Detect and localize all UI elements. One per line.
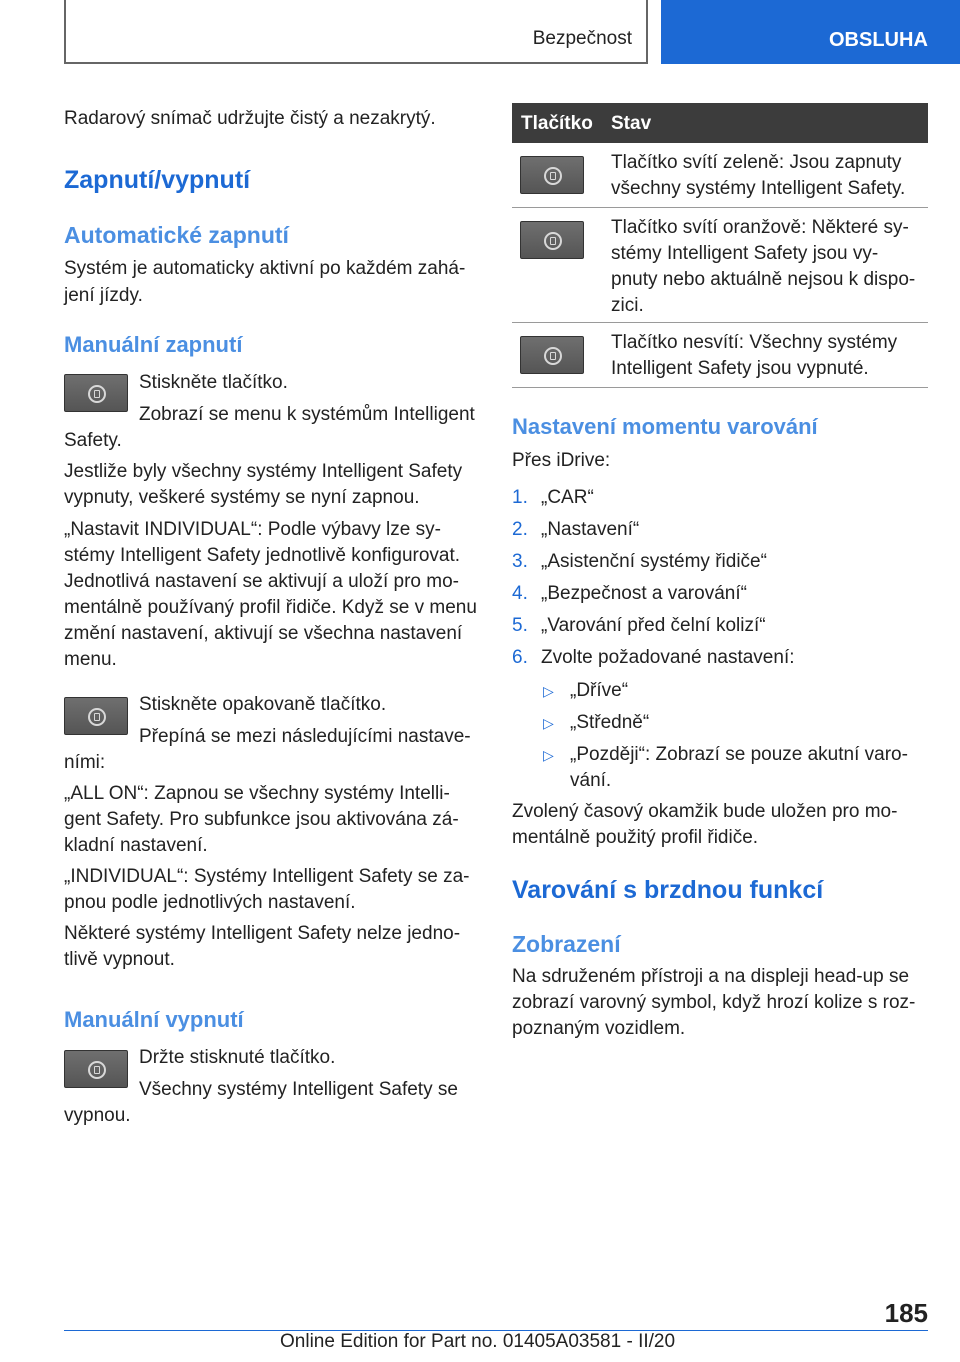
list-number: 4.: [512, 583, 528, 604]
table-header: [512, 103, 928, 143]
table-row: [512, 323, 928, 388]
header-section-box: [64, 0, 648, 64]
manual-on-text-2: Zobrazí se menu k systémům Intelligent: [139, 404, 475, 425]
selected-text-2: mentálně použitý profil řidiče.: [512, 827, 759, 848]
list-number: 3.: [512, 551, 528, 572]
heading-warning-timing: Nastavení momentu varování: [512, 414, 818, 439]
selected-text-1: Zvolený časový okamžik bude uložen pro mo-: [512, 801, 898, 822]
triangle-bullet-icon: ▷: [543, 683, 554, 699]
repeat-text-4: „ALL ON“: Zapnou se všechny systémy Intelli-: [64, 783, 450, 804]
repeat-text-9: Některé systémy Intelligent Safety nelze jedno-: [64, 923, 461, 944]
row2-line3: pnuty nebo aktuálně nejsou k dispo-: [611, 269, 916, 290]
intelligent-safety-button-icon: [520, 156, 584, 194]
intelligent-safety-button-icon: [64, 697, 128, 735]
manual-on-text-9: mentálně používaný profil řidiče. Když se v menu: [64, 597, 477, 618]
option-later-2: vání.: [570, 770, 612, 791]
manual-on-text-8: Jednotlivá nastavení se aktivují a uloží pro mo-: [64, 571, 459, 592]
row2-line2: stémy Intelligent Safety jsou vy-: [611, 243, 879, 264]
repeat-text-1: Stiskněte opakovaně tlačítko.: [139, 694, 387, 715]
row3-line2: Intelligent Safety jsou vypnuté.: [611, 358, 869, 379]
display-text-2: zobrazí varovný symbol, když hrozí kolize s roz-: [512, 992, 916, 1013]
list-text: „Asistenční systémy řidiče“: [541, 551, 767, 572]
manual-off-text-1: Držte stisknuté tlačítko.: [139, 1047, 336, 1068]
manual-on-text-5: vypnuty, veškeré systémy se nyní zapnou.: [64, 487, 420, 508]
repeat-text-2: Přepíná se mezi následujícími nastave-: [139, 726, 471, 747]
repeat-text-6: kladní nastavení.: [64, 835, 208, 856]
heading-display: Zobrazení: [512, 931, 621, 957]
page-number: 185: [884, 1298, 928, 1328]
list-number: 1.: [512, 487, 528, 508]
intro-text: Radarový snímač udržujte čistý a nezakrytý.: [64, 108, 436, 129]
manual-on-text-6: „Nastavit INDIVIDUAL“: Podle výbavy lze sy-: [64, 519, 441, 540]
manual-on-text-3: Safety.: [64, 430, 122, 451]
heading-manual-on: Manuální zapnutí: [64, 332, 243, 357]
manual-on-text-11: menu.: [64, 649, 117, 670]
option-later-1: „Později“: Zobrazí se pouze akutní varo-: [570, 744, 908, 765]
via-idrive-text: Přes iDrive:: [512, 450, 611, 471]
option-earlier: „Dříve“: [570, 680, 629, 701]
repeat-text-5: gent Safety. Pro subfunkce jsou aktivována zá-: [64, 809, 459, 830]
manual-off-text-2: Všechny systémy Intelligent Safety se: [139, 1079, 458, 1100]
table-row: [512, 208, 928, 323]
list-text: „CAR“: [541, 487, 594, 508]
list-number: 2.: [512, 519, 528, 540]
list-text: „Nastavení“: [541, 519, 640, 540]
row2-line4: zici.: [611, 295, 644, 316]
intelligent-safety-button-icon: [64, 374, 128, 412]
header-chapter-tab: [661, 0, 960, 64]
heading-on-off: Zapnutí/vypnutí: [64, 166, 251, 194]
row2-line1: Tlačítko svítí oranžově: Některé sy-: [611, 217, 909, 238]
repeat-text-8: pnou podle jednotlivých nastavení.: [64, 892, 356, 913]
manual-on-text-1: Stiskněte tlačítko.: [139, 372, 288, 393]
row3-line1: Tlačítko nesvítí: Všechny systémy: [611, 332, 898, 353]
button-status-table: [512, 103, 928, 388]
manual-off-text-3: vypnou.: [64, 1105, 131, 1126]
auto-text-2: jení jízdy.: [64, 285, 143, 306]
row1-line2: všechny systémy Intelligent Safety.: [611, 178, 906, 199]
display-text-3: poznaným vozidlem.: [512, 1018, 686, 1039]
footer-edition: Online Edition for Part no. 01405A03581 - II/20: [280, 1331, 676, 1352]
table-col-button: Tlačítko: [521, 113, 593, 134]
intelligent-safety-button-icon: [64, 1050, 128, 1088]
table-row: [512, 143, 928, 208]
list-number: 5.: [512, 615, 528, 636]
display-text-1: Na sdruženém přístroji a na displeji head-up se: [512, 966, 910, 987]
repeat-text-3: ními:: [64, 752, 106, 773]
manual-on-text-4: Jestliže byly všechny systémy Intelligent Safety: [64, 461, 463, 482]
triangle-bullet-icon: ▷: [543, 747, 554, 763]
list-text: Zvolte požadované nastavení:: [541, 647, 795, 668]
list-text: „Bezpečnost a varování“: [541, 583, 747, 604]
intelligent-safety-button-icon: [520, 336, 584, 374]
list-text: „Varování před čelní kolizí“: [541, 615, 766, 636]
manual-on-text-7: stémy Intelligent Safety jednotlivě konfigurovat.: [64, 545, 461, 566]
auto-text-1: Systém je automaticky aktivní po každém zahá-: [64, 258, 466, 279]
row1-line1: Tlačítko svítí zeleně: Jsou zapnuty: [611, 152, 902, 173]
triangle-bullet-icon: ▷: [543, 715, 554, 731]
heading-manual-off: Manuální vypnutí: [64, 1007, 244, 1032]
repeat-text-10: tlivě vypnout.: [64, 949, 175, 970]
repeat-text-7: „INDIVIDUAL“: Systémy Intelligent Safety se za-: [64, 866, 470, 887]
header-chapter-label: OBSLUHA: [829, 29, 928, 51]
table-col-state: Stav: [611, 113, 652, 134]
intelligent-safety-button-icon: [520, 221, 584, 259]
option-medium: „Středně“: [570, 712, 650, 733]
header-section-title: Bezpečnost: [532, 28, 632, 49]
heading-automatic-on: Automatické zapnutí: [64, 222, 289, 248]
list-number: 6.: [512, 647, 528, 668]
manual-on-text-10: změní nastavení, aktivují se všechna nastavení: [64, 623, 463, 644]
heading-brake-warning: Varování s brzdnou funkcí: [512, 876, 824, 904]
